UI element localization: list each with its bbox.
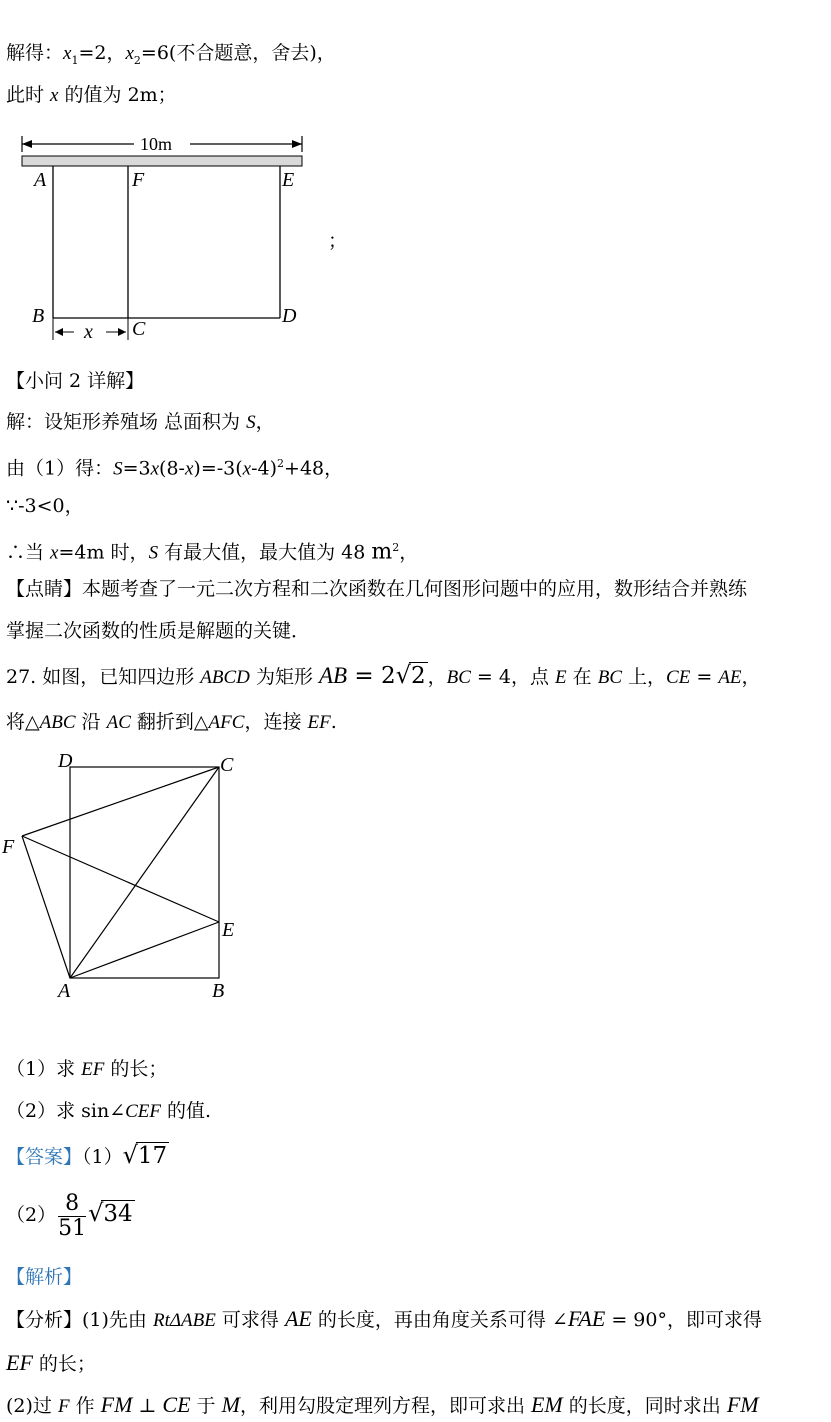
solution-line-x-values — [6, 40, 336, 74]
question-27-line-2 — [6, 709, 337, 736]
text: 的长； — [104, 1058, 168, 1080]
text: ， — [427, 666, 447, 688]
subscript: 2 — [133, 53, 141, 67]
label-b: B — [212, 980, 225, 1002]
var-s: S — [113, 458, 123, 480]
text: 将△ — [6, 711, 40, 733]
text: （2） — [6, 1204, 57, 1226]
var-cef: CEF — [125, 1101, 162, 1122]
text: )=-3( — [193, 457, 243, 480]
text: ， — [399, 541, 419, 564]
text: 解：设矩形养殖场 — [6, 411, 159, 433]
text: ， — [255, 411, 275, 433]
var-fm: FM — [726, 1392, 759, 1417]
var-ce: CE — [666, 667, 691, 688]
radical-icon: √ — [395, 661, 411, 689]
segment-ae — [70, 922, 219, 978]
text: =4m 时， — [58, 541, 149, 564]
arrow-left-icon — [22, 140, 32, 148]
label-a: A — [34, 169, 47, 191]
text: 由（1）得： — [6, 457, 114, 480]
wall — [22, 156, 302, 166]
var-ef: EF — [81, 1059, 105, 1080]
text: (2)过 — [6, 1395, 58, 1417]
text: = — [690, 666, 719, 688]
text: （2）求 sin∠ — [6, 1100, 126, 1122]
text: （1） — [82, 1146, 123, 1168]
label-e: E — [282, 169, 295, 191]
text: +48， — [284, 457, 344, 480]
label-f: F — [132, 169, 145, 191]
var-x: x — [63, 43, 72, 64]
var-abcd: ABCD — [200, 667, 250, 688]
text: 【分析】(1)先由 — [6, 1309, 153, 1331]
text: 可求得 — [215, 1309, 285, 1331]
text: ∴当 — [6, 541, 51, 564]
radicand: 17 — [137, 1143, 168, 1169]
fraction — [58, 1192, 86, 1241]
label-c: C — [132, 318, 146, 340]
var-x: x — [242, 458, 252, 480]
segment-fc — [22, 767, 219, 836]
text: =3 — [122, 457, 151, 480]
label-x: x — [84, 321, 93, 343]
analysis-heading: 【解析】 — [6, 1266, 83, 1288]
var-x: x — [125, 43, 134, 64]
segment-fe — [22, 836, 219, 922]
answer-tag: 【答案】 — [6, 1146, 83, 1168]
answer-2 — [6, 1188, 135, 1241]
var-fm: FM — [100, 1392, 133, 1417]
fence-diagram — [14, 122, 344, 352]
var-em: EM — [530, 1392, 563, 1417]
text: (8- — [159, 457, 185, 480]
var-ce: CE — [162, 1392, 191, 1417]
var-abc: ABC — [39, 712, 76, 733]
label-b: B — [32, 305, 45, 327]
var-ef: EF — [6, 1350, 33, 1375]
var-rt: Rt — [152, 1310, 170, 1331]
text: = 4，点 — [470, 666, 556, 688]
unit-m: m — [371, 539, 393, 565]
text: 的长度，再由角度关系可得 ∠ — [311, 1309, 568, 1331]
question-27-line-1 — [6, 662, 761, 691]
subquestion-2-heading: 【小问 2 详解】 — [6, 370, 145, 392]
text: 有最大值，最大值为 48 — [158, 541, 366, 564]
text: 作 — [69, 1395, 101, 1417]
superscript: 2 — [392, 541, 400, 554]
text: 在 — [566, 666, 598, 688]
arrow-right-icon — [118, 328, 126, 336]
radical-icon: √ — [122, 1141, 138, 1169]
text: 总面积为 — [158, 411, 247, 433]
label-c: C — [220, 754, 234, 776]
radicand: 2 — [410, 663, 426, 689]
radicand: 34 — [103, 1201, 133, 1227]
analysis-line-3 — [6, 1392, 759, 1420]
var-e: E — [555, 667, 567, 688]
text: ⊥ — [132, 1395, 163, 1417]
text: 的长； — [32, 1353, 96, 1375]
length-label: 10m — [140, 134, 173, 154]
var-m: M — [221, 1392, 240, 1417]
var-x: x — [50, 85, 59, 106]
text: 于 — [190, 1395, 222, 1417]
solution-line-3: ∵-3<0， — [6, 495, 84, 517]
var-ae: AE — [284, 1306, 312, 1331]
var-ab: AB — [319, 663, 348, 688]
solution-line-2 — [6, 451, 343, 482]
var-x: x — [184, 458, 194, 480]
superscript: 2 — [277, 457, 285, 470]
label-d: D — [58, 750, 73, 772]
text: 的值. — [161, 1100, 212, 1122]
var-x: x — [50, 542, 59, 564]
segment-ac — [70, 767, 219, 978]
label-a: A — [58, 980, 71, 1002]
label-d: D — [282, 305, 297, 327]
var-triangle-abe: ΔABE — [169, 1310, 216, 1331]
subquestion-1 — [6, 1056, 167, 1083]
text: 解得： — [6, 42, 64, 64]
numerator: 8 — [58, 1192, 86, 1217]
text: 沿 — [75, 711, 107, 733]
answer-1 — [6, 1142, 169, 1170]
var-s: S — [246, 412, 256, 433]
var-ef: EF — [307, 712, 331, 733]
text: . — [330, 711, 337, 733]
subscript: 1 — [71, 53, 79, 67]
rectangle-fold-diagram — [0, 745, 260, 1010]
segment-fa — [22, 836, 70, 978]
text: ， — [741, 666, 761, 688]
solution-line-x-value — [6, 82, 177, 109]
semicolon: ； — [328, 230, 348, 252]
subquestion-2 — [6, 1098, 211, 1125]
var-bc: BC — [446, 667, 471, 688]
arrow-right-icon — [292, 140, 302, 148]
text: = 2 — [347, 663, 396, 689]
text: 此时 — [6, 84, 51, 106]
text: = 90°，即可求得 — [605, 1309, 762, 1331]
text: 上， — [622, 666, 667, 688]
radical-icon: √ — [88, 1199, 104, 1227]
arrow-left-icon — [55, 328, 63, 336]
label-f: F — [2, 836, 15, 858]
text: =2， — [78, 42, 126, 64]
denominator: 51 — [58, 1215, 87, 1241]
var-ac: AC — [106, 712, 131, 733]
text: 的长度，同时求出 — [562, 1395, 727, 1417]
var-f: F — [57, 1396, 70, 1417]
solution-line-1 — [6, 409, 275, 436]
solution-line-4 — [6, 535, 418, 566]
text: 的值为 2m； — [58, 84, 177, 106]
var-bc: BC — [597, 667, 622, 688]
text: =6(不合题意，舍去)， — [140, 42, 336, 64]
text: ，利用勾股定理列方程，即可求出 — [239, 1395, 531, 1417]
analysis-line-1 — [6, 1306, 762, 1334]
text: 27. 如图，已知四边形 — [6, 666, 201, 688]
var-afc: AFC — [208, 712, 245, 733]
text: -4) — [251, 457, 278, 480]
label-e: E — [222, 919, 235, 941]
var-ae: AE — [718, 667, 742, 688]
text: 翻折到△ — [130, 711, 209, 733]
text: ，连接 — [244, 711, 308, 733]
comment-line-1: 【点睛】本题考查了一元二次方程和二次函数在几何图形问题中的应用，数形结合并熟练 — [6, 578, 748, 600]
var-s: S — [148, 542, 159, 564]
analysis-line-2 — [6, 1350, 96, 1377]
var-x: x — [150, 458, 160, 480]
text: （1）求 — [6, 1058, 82, 1080]
var-fae: FAE — [567, 1306, 606, 1331]
text: 为矩形 — [249, 666, 319, 688]
comment-line-2: 掌握二次函数的性质是解题的关键． — [6, 620, 311, 642]
